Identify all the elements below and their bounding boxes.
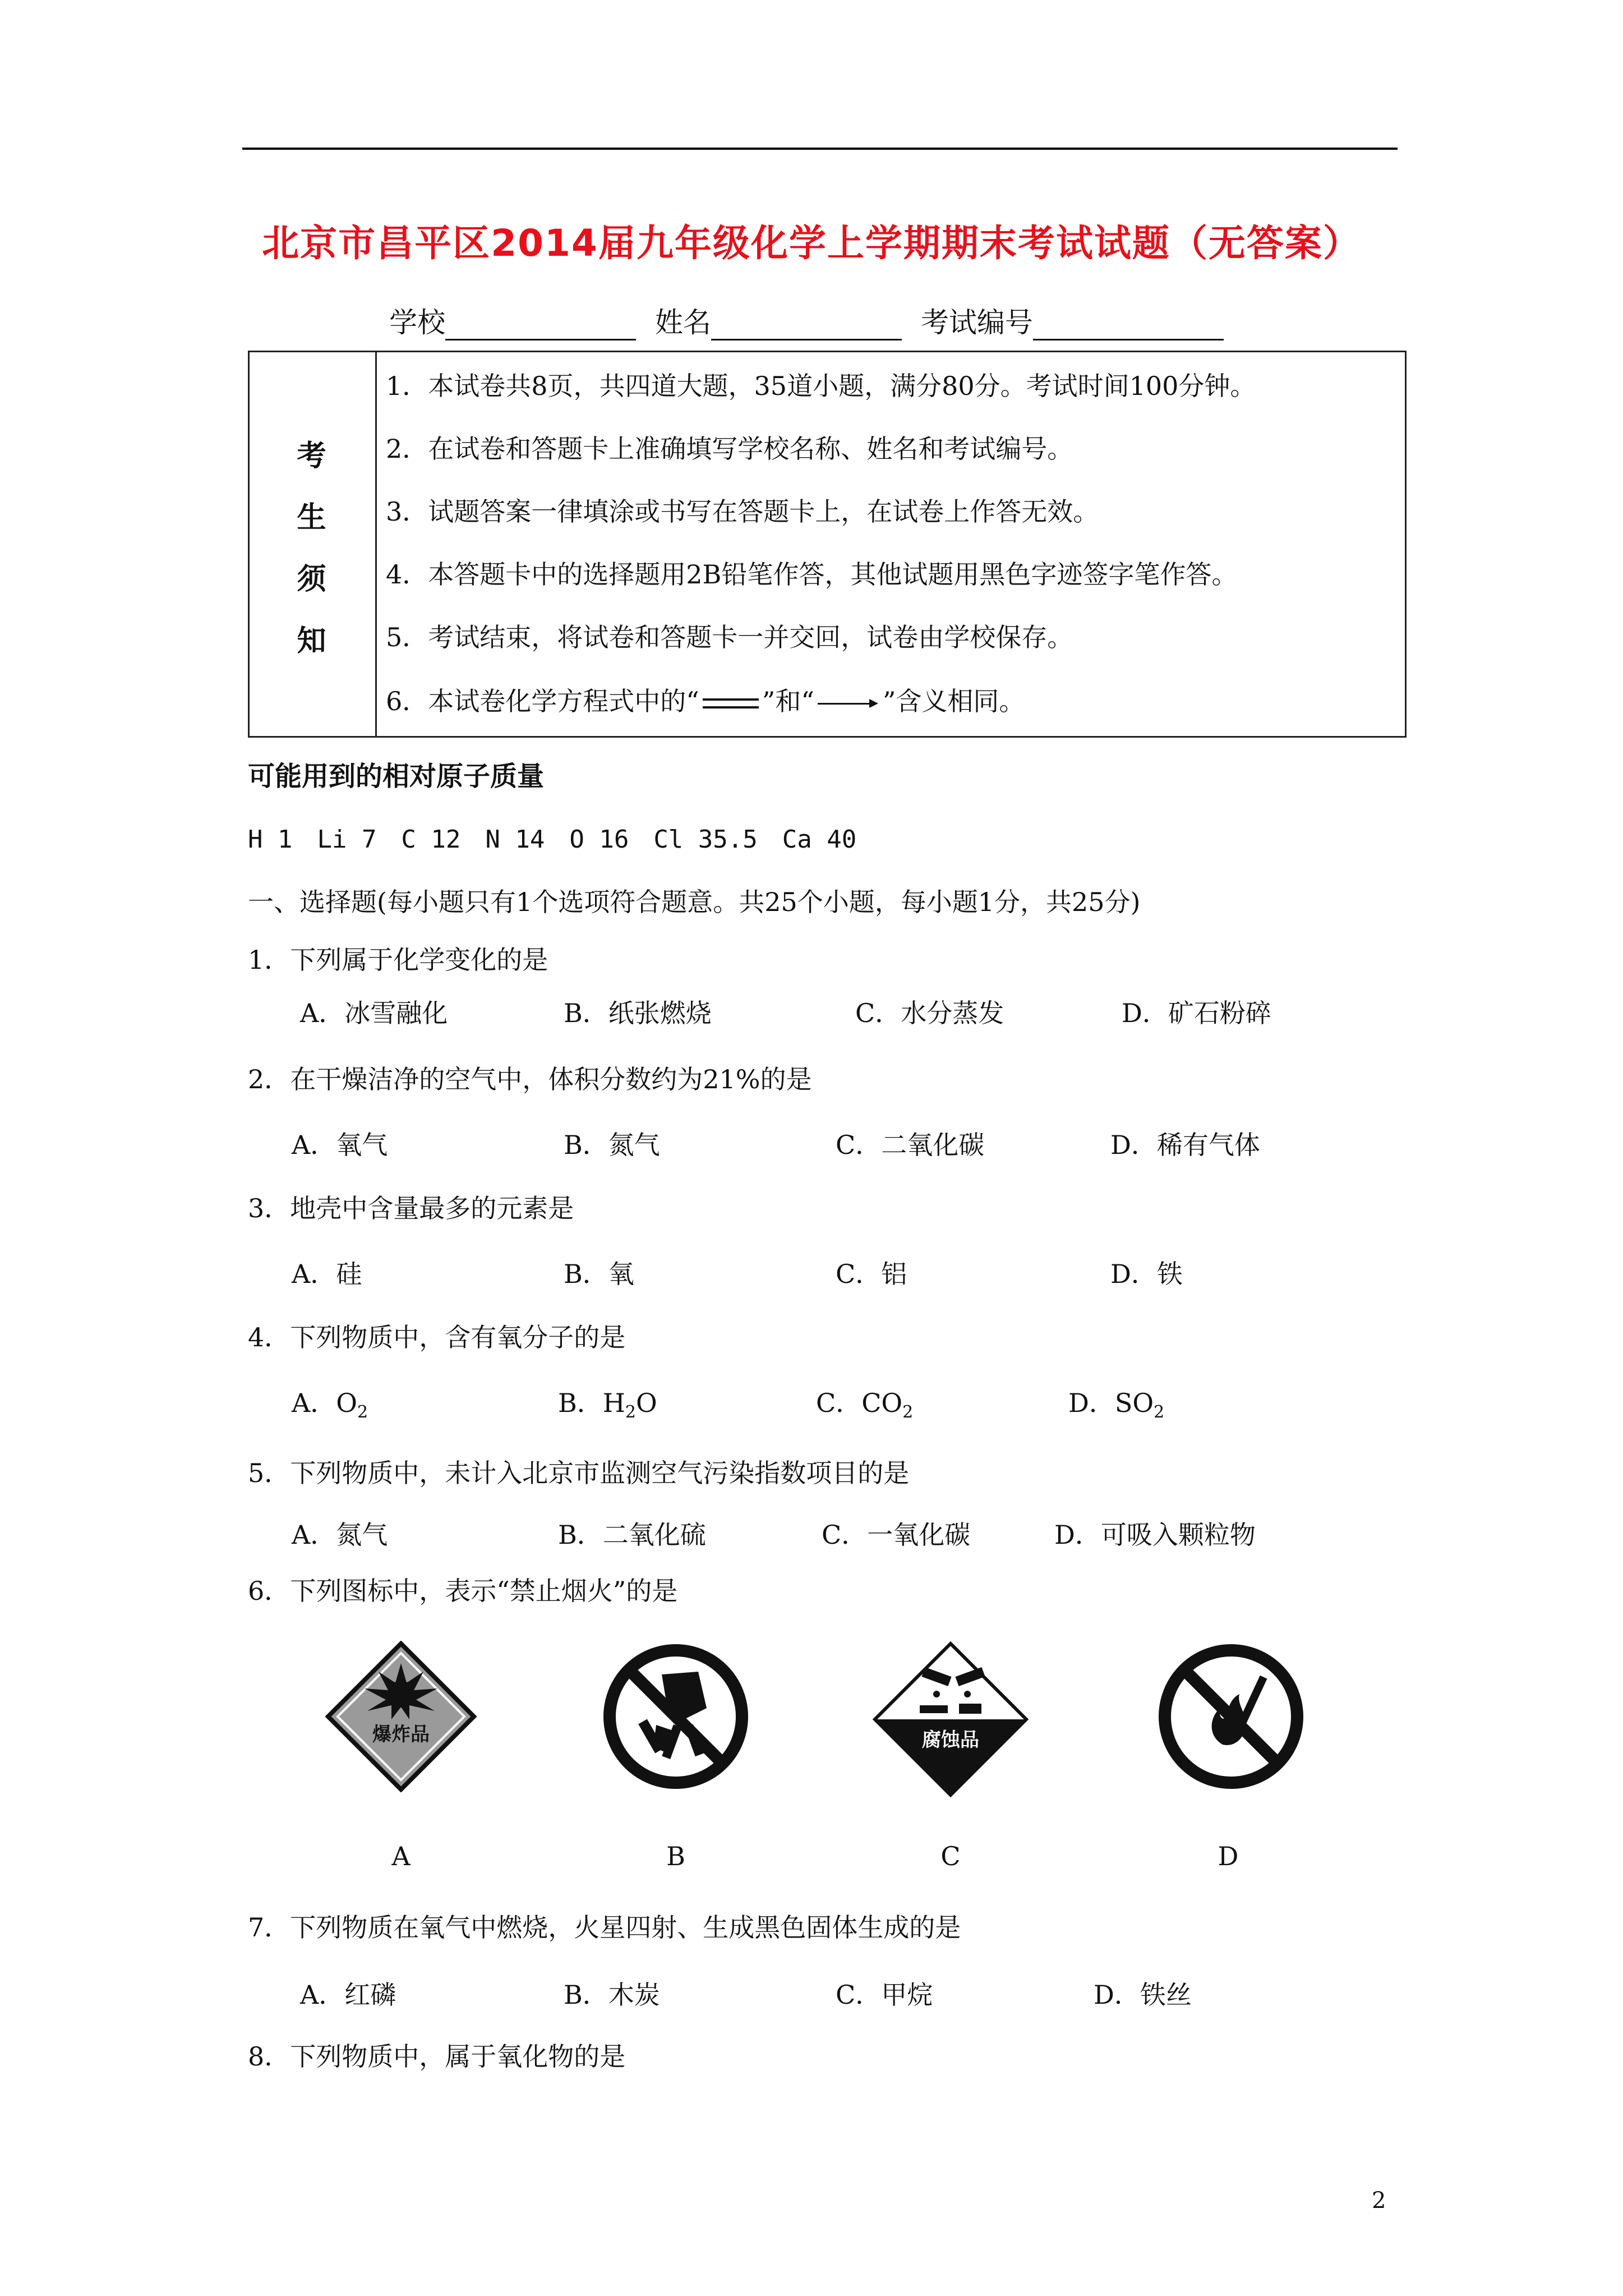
subscript: 2 — [357, 1402, 368, 1423]
notice-label — [248, 351, 377, 738]
formula-text: C．CO — [816, 1388, 903, 1418]
question-stem: 2．在干燥洁净的空气中，体积分数约为21%的是 — [248, 1064, 812, 1094]
sign-label: B — [666, 1841, 685, 1871]
formula-text: A．O — [292, 1388, 357, 1418]
option-a[interactable]: A．红磷 — [300, 1980, 396, 2010]
notice-label-char: 知 — [297, 624, 326, 658]
page-number: 2 — [1372, 2188, 1386, 2214]
option-d[interactable]: D．矿石粉碎 — [1122, 998, 1271, 1028]
reaction-arrow-icon — [818, 698, 879, 709]
option-b[interactable]: B．纸张燃烧 — [564, 998, 712, 1028]
option-c[interactable]: C．二氧化碳 — [836, 1130, 985, 1160]
no-stacking-sign-icon[interactable] — [600, 1641, 751, 1792]
notice-item6-mid: ”和“ — [762, 686, 814, 716]
question-stem: 4．下列物质中，含有氧分子的是 — [248, 1322, 626, 1352]
no-fire-sign-icon[interactable] — [1155, 1641, 1307, 1792]
sign-label: D — [1218, 1841, 1239, 1871]
option-c[interactable] — [816, 1383, 913, 1422]
notice-item6-suffix: ”含义相同。 — [882, 686, 1025, 716]
explosive-sign-text: 爆炸品 — [372, 1723, 430, 1746]
name-label: 姓名 — [655, 306, 711, 339]
formula-text: B．H — [558, 1388, 625, 1418]
sign-label: C — [940, 1841, 961, 1871]
question-stem: 6．下列图标中，表示“禁止烟火”的是 — [248, 1576, 678, 1606]
notice-label-char: 须 — [297, 563, 326, 596]
option-c[interactable]: C．一氧化碳 — [822, 1520, 971, 1550]
option-d[interactable]: D．铁丝 — [1094, 1980, 1192, 2010]
question-stem: 5．下列物质中，未计入北京市监测空气污染指数项目的是 — [248, 1458, 910, 1488]
notice-label-char: 生 — [297, 501, 326, 535]
subscript: 2 — [902, 1402, 914, 1423]
subscript: 2 — [1154, 1402, 1165, 1423]
subscript: 2 — [625, 1402, 637, 1423]
name-blank[interactable] — [711, 310, 902, 341]
option-c[interactable]: C．水分蒸发 — [855, 998, 1004, 1028]
formula-text: D．SO — [1068, 1388, 1154, 1418]
corrosive-sign-text: 腐蚀品 — [922, 1729, 979, 1751]
option-a[interactable] — [292, 1383, 368, 1422]
option-b[interactable]: B．二氧化硫 — [558, 1520, 706, 1550]
page-title: 北京市昌平区2014届九年级化学上学期期末考试试题（无答案） — [262, 222, 1361, 265]
top-rule — [242, 148, 1398, 150]
option-c[interactable]: C．甲烷 — [836, 1980, 933, 2010]
school-blank[interactable] — [445, 310, 636, 341]
notice-item: 5．考试结束，将试卷和答题卡一并交回，试卷由学校保存。 — [386, 622, 1073, 652]
option-d[interactable]: D．稀有气体 — [1110, 1130, 1260, 1160]
formula-text: O — [636, 1388, 657, 1418]
option-d[interactable] — [1068, 1383, 1164, 1422]
option-b[interactable] — [558, 1383, 657, 1422]
double-line-equals-icon — [703, 698, 759, 708]
question-stem: 7．下列物质在氧气中燃烧，火星四射、生成黑色固体生成的是 — [248, 1912, 961, 1943]
question-stem: 3．地壳中含量最多的元素是 — [248, 1193, 574, 1223]
notice-box — [248, 351, 1407, 738]
explosive-sign-icon[interactable] — [325, 1641, 477, 1792]
exam-no-blank[interactable] — [1033, 310, 1224, 341]
option-d[interactable]: D．可吸入颗粒物 — [1054, 1520, 1256, 1550]
option-b[interactable]: B．木炭 — [564, 1980, 660, 2010]
student-info-fields — [0, 300, 1623, 341]
question-stem: 8．下列物质中，属于氧化物的是 — [248, 2041, 626, 2072]
notice-item: 1．本试卷共8页，共四道大题，35道小题，满分80分。考试时间100分钟。 — [386, 371, 1256, 401]
atomic-mass-heading: 可能用到的相对原子质量 — [248, 761, 545, 792]
option-b[interactable]: B．氧 — [564, 1259, 634, 1289]
sign-label: A — [391, 1841, 411, 1871]
option-a[interactable]: A．冰雪融化 — [300, 998, 448, 1028]
option-a[interactable]: A．硅 — [292, 1259, 362, 1289]
option-a[interactable]: A．氧气 — [292, 1130, 388, 1160]
section-heading: 一、选择题(每小题只有1个选项符合题意。共25个小题，每小题1分，共25分) — [248, 887, 1141, 917]
exam-no-label: 考试编号 — [920, 306, 1033, 339]
notice-item: 2．在试卷和答题卡上准确填写学校名称、姓名和考试编号。 — [386, 434, 1073, 464]
atomic-mass-values: H 1 Li 7 C 12 N 14 O 16 Cl 35.5 Ca 40 — [248, 825, 857, 854]
notice-item6-prefix: 6．本试卷化学方程式中的“ — [386, 686, 699, 716]
option-a[interactable]: A．氮气 — [292, 1520, 388, 1550]
question-stem: 1．下列属于化学变化的是 — [248, 945, 548, 975]
option-b[interactable]: B．氮气 — [564, 1130, 660, 1160]
notice-item-6 — [386, 681, 1025, 718]
notice-item: 3．试题答案一律填涂或书写在答题卡上，在试卷上作答无效。 — [386, 496, 1099, 527]
corrosive-sign-icon[interactable] — [872, 1641, 1029, 1798]
notice-label-char: 考 — [297, 439, 326, 473]
option-d[interactable]: D．铁 — [1110, 1259, 1183, 1289]
option-c[interactable]: C．铝 — [836, 1259, 907, 1289]
school-label: 学校 — [389, 306, 446, 339]
notice-item: 4．本答题卡中的选择题用2B铅笔作答，其他试题用黑色字迹签字笔作答。 — [386, 559, 1238, 590]
